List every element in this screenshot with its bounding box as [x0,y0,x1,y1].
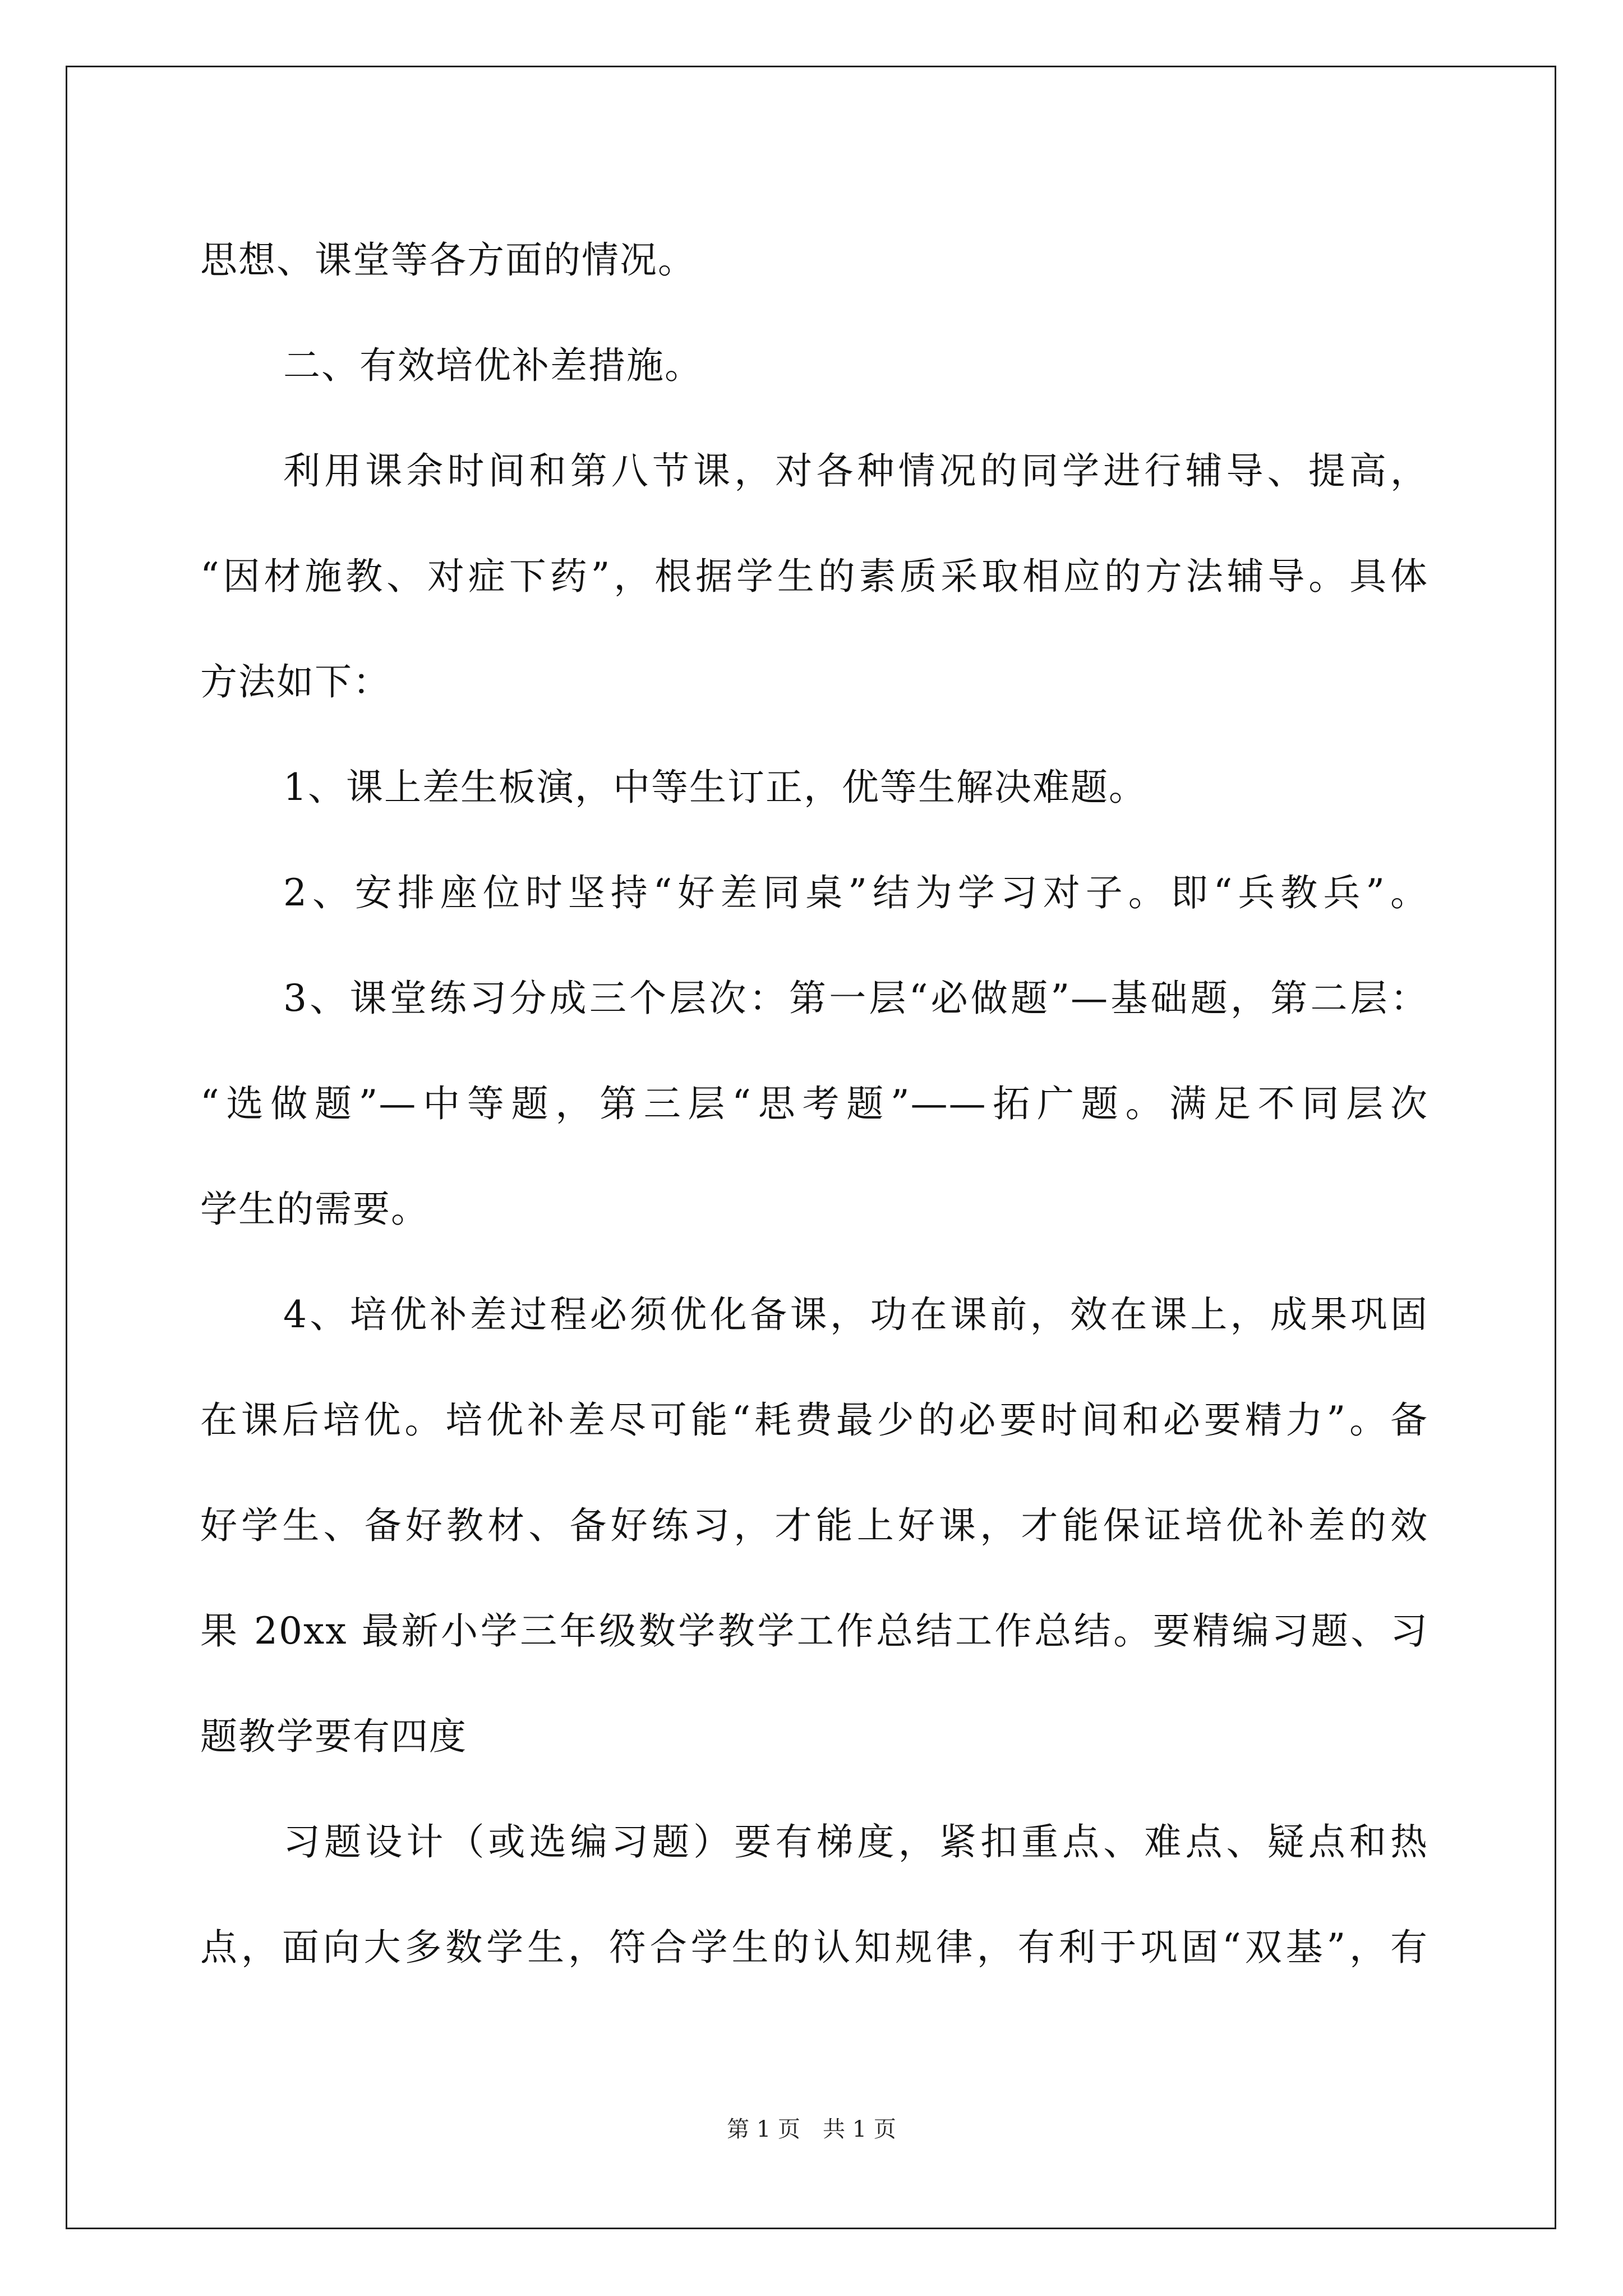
text-line: 好学生、备好教材、备好练习，才能上好课，才能保证培优补差的效 [200,1504,1428,1547]
text-line: 学生的需要。 [200,1188,429,1231]
text-line: 点，面向大多数学生，符合学生的认知规律，有利于巩固“双基”，有 [200,1926,1428,1969]
text-line: 思想、课堂等各方面的情况。 [200,238,696,282]
page-number-footer: 第 1 页 共 1 页 [727,2116,896,2142]
text-line: 在课后培优。培优补差尽可能“耗费最少的必要时间和必要精力”。备 [200,1398,1428,1442]
text-line: 利用课余时间和第八节课，对各种情况的同学进行辅导、提高， [283,449,1428,493]
text-line: “因材施教、对症下药”，根据学生的素质采取相应的方法辅导。具体 [200,555,1428,598]
text-line: “选做题”—中等题，第三层“思考题”——拓广题。满足不同层次 [200,1082,1428,1125]
text-line: 1、课上差生板演，中等生订正，优等生解决难题。 [283,766,1147,809]
text-line: 4、培优补差过程必须优化备课，功在课前，效在课上，成果巩固 [283,1293,1428,1336]
text-line: 习题设计（或选编习题）要有梯度，紧扣重点、难点、疑点和热 [283,1820,1428,1864]
text-line: 2、安排座位时坚持“好差同桌”结为学习对子。即“兵教兵”。 [283,871,1428,914]
text-line: 3、课堂练习分成三个层次：第一层“必做题”—基础题，第二层： [283,977,1428,1020]
text-line: 果 20xx 最新小学三年级数学教学工作总结工作总结。要精编习题、习 [200,1609,1428,1653]
text-line: 题教学要有四度 [200,1715,467,1758]
text-line: 二、有效培优补差措施。 [283,344,703,387]
text-line: 方法如下： [200,660,391,703]
document-body [200,208,1428,2000]
